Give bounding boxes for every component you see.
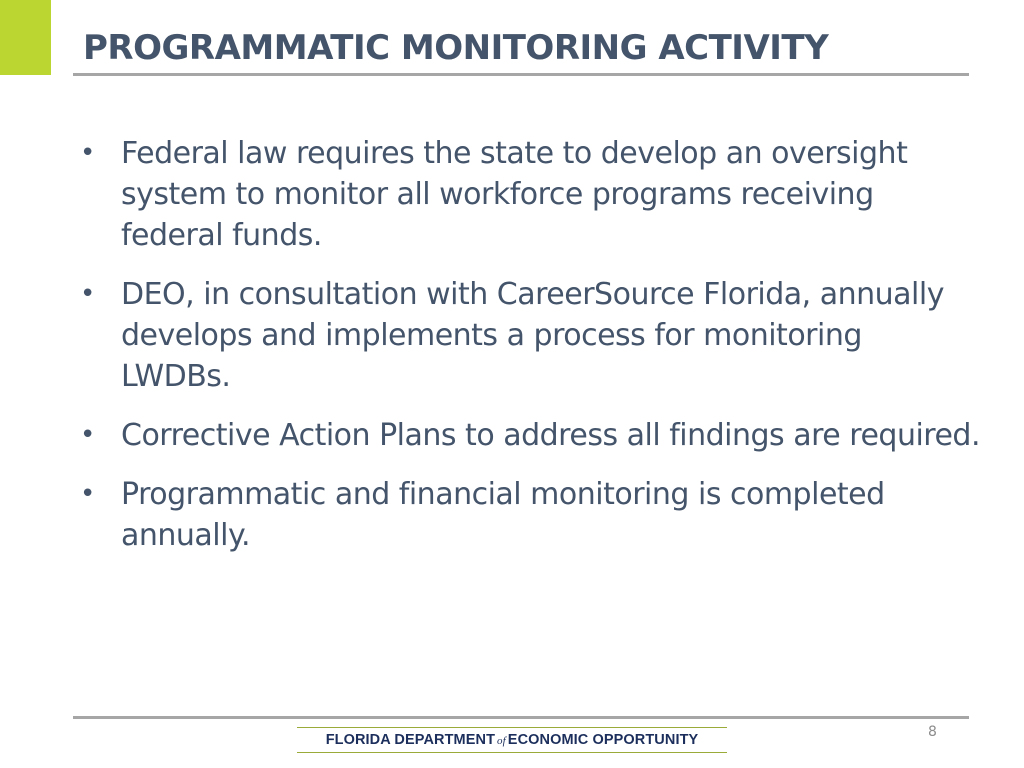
bullet-icon: •	[80, 420, 95, 450]
page-number: 8	[928, 724, 937, 740]
title-divider	[73, 73, 969, 76]
bullet-icon: •	[80, 138, 95, 168]
bullet-text: Federal law requires the state to develop an oversight system to monitor all workforce programs receiving federal funds.	[121, 136, 908, 253]
bullet-text: Programmatic and financial monitoring is completed annually.	[121, 477, 885, 553]
accent-block	[0, 0, 51, 75]
bullet-list	[80, 133, 980, 574]
bullet-text: DEO, in consultation with CareerSource Florida, annually develops and implements a process for monitoring LWDBs.	[121, 277, 944, 394]
logo-text-part1: FLORIDA DEPARTMENT	[325, 732, 496, 748]
bullet-text: Corrective Action Plans to address all findings are required.	[121, 418, 980, 453]
bullet-item	[80, 474, 980, 556]
bullet-item	[80, 274, 980, 397]
logo-text-of: of	[497, 735, 506, 747]
footer-divider	[73, 716, 969, 719]
deo-logo	[297, 727, 727, 753]
bullet-item	[80, 415, 980, 456]
logo-text-part2: ECONOMIC OPPORTUNITY	[507, 732, 699, 748]
bullet-item	[80, 133, 980, 256]
logo-text	[297, 731, 727, 750]
logo-bottom-rule	[297, 752, 727, 753]
bullet-icon: •	[80, 279, 95, 309]
slide-title: PROGRAMMATIC MONITORING ACTIVITY	[83, 28, 829, 68]
bullet-icon: •	[80, 479, 95, 509]
logo-top-rule	[297, 727, 727, 728]
